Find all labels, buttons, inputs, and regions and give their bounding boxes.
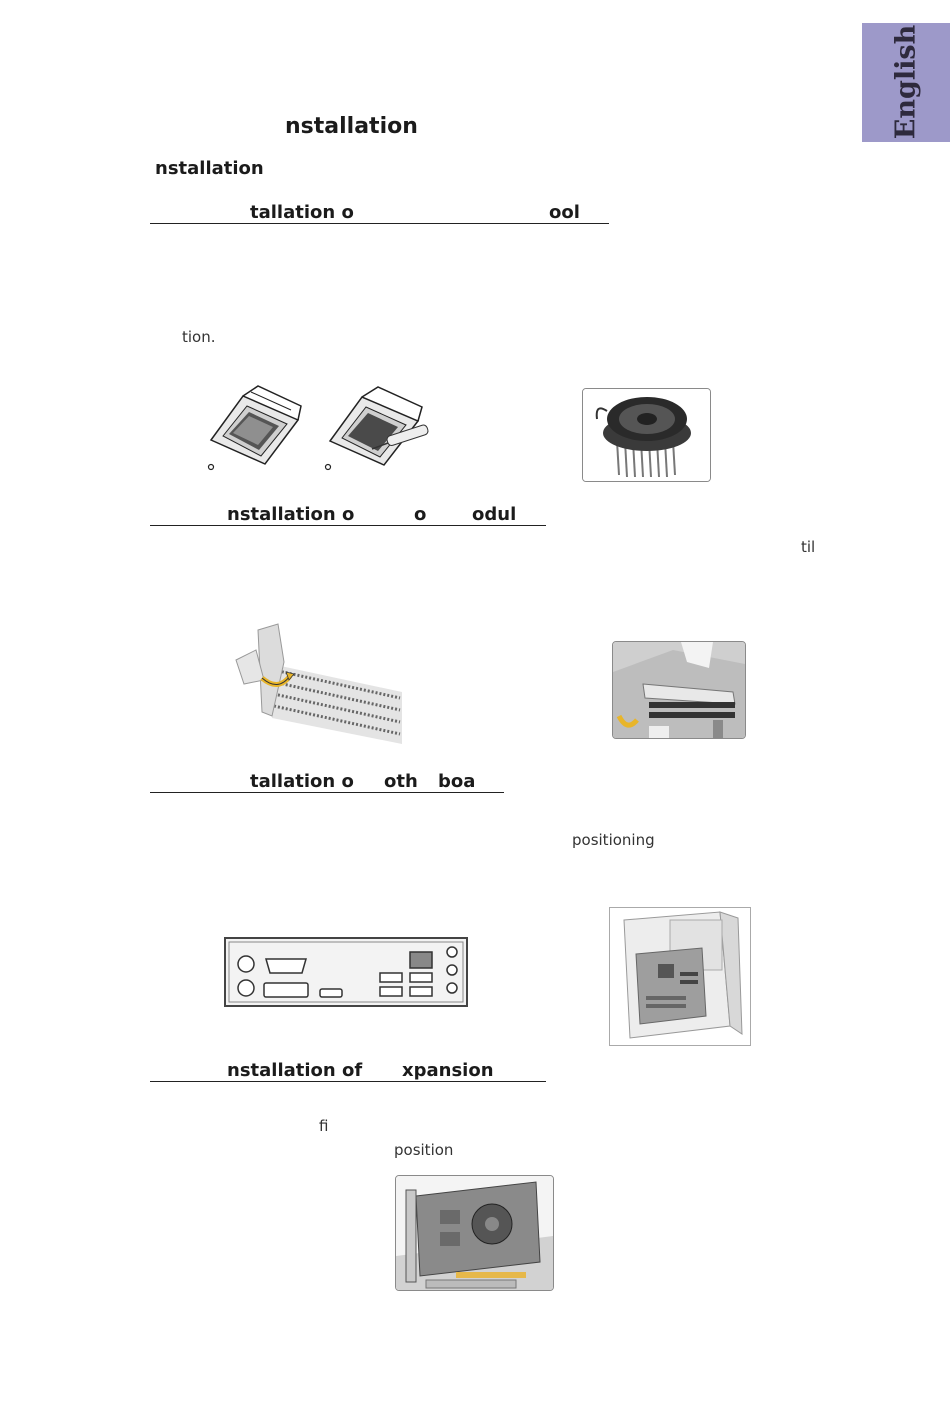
memory-module-insert-figure [612,641,746,739]
expansion-card-figure [395,1175,554,1291]
cpu-paste-apply-figure [322,383,434,475]
section-3-underline [150,792,504,793]
io-shield-figure [224,937,468,1007]
section-4-heading-a: nstallation of [227,1060,363,1081]
memory-slot-latch-figure [232,622,402,744]
cpu-cooler-figure [582,388,711,482]
section-2-heading-c: odul [472,504,517,525]
section-4-body-a: fi [319,1117,329,1135]
section-2-underline [150,525,546,526]
section-2-heading-b: o [414,504,427,525]
section-3-heading-a: tallation o [250,771,354,792]
cpu-socket-open-figure [203,378,305,474]
case-motherboard-figure [609,907,751,1046]
section-2-heading-a: nstallation o [227,504,355,525]
section-4-underline [150,1081,546,1082]
section-1-heading-a: tallation o [250,202,354,223]
section-1-underline [150,223,609,224]
section-3-body: positioning [572,831,655,849]
section-4-heading-b: xpansion [402,1060,494,1081]
section-3-heading-c: boa [438,771,476,792]
language-tab [862,23,950,142]
section-4-body-b: position [394,1141,454,1159]
section-2-body: til [801,538,816,556]
section-1-heading-b: ool [549,202,580,223]
section-1-body: tion. [182,328,216,346]
page-subtitle: nstallation [155,158,264,179]
page-title: nstallation [285,114,418,139]
section-3-heading-b: oth [384,771,418,792]
language-label: English [890,24,922,140]
